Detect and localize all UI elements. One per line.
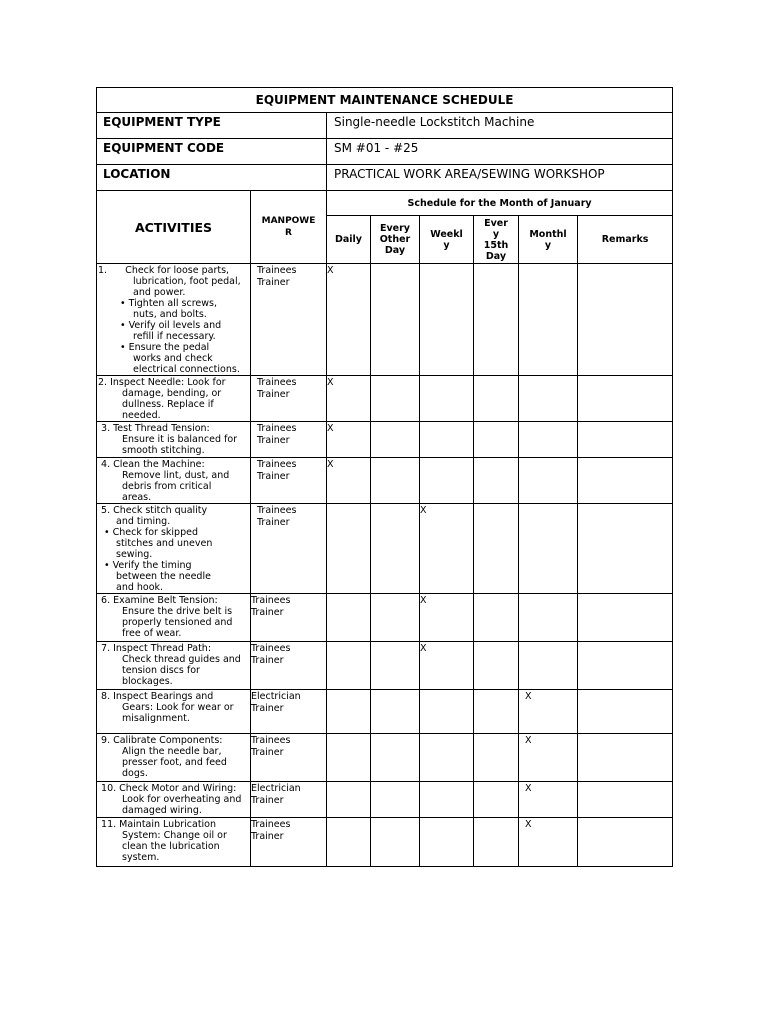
schedule-cell xyxy=(420,422,474,458)
schedule-cell xyxy=(371,376,420,422)
schedule-cell xyxy=(420,782,474,818)
manpower-entry: Trainer xyxy=(251,654,284,666)
manpower-entry: Trainees xyxy=(251,735,291,746)
activity-line: electrical connections. xyxy=(133,364,240,375)
schedule-cell xyxy=(474,642,519,690)
table-row xyxy=(97,782,673,818)
manpower-cell xyxy=(251,642,327,690)
schedule-cell xyxy=(420,642,474,690)
weekly-header xyxy=(420,216,474,264)
header-line: Day xyxy=(384,245,406,256)
manpower-entry: Trainer xyxy=(251,794,284,806)
manpower-entry: Trainees xyxy=(251,643,291,654)
header-line: 15th xyxy=(483,239,509,251)
maintenance-schedule-table xyxy=(96,87,673,867)
header-line: y xyxy=(443,239,450,251)
schedule-cell xyxy=(371,782,420,818)
activity-cell xyxy=(97,376,251,422)
activity-line: 7. Inspect Thread Path: xyxy=(98,643,212,654)
schedule-cell xyxy=(578,782,673,818)
schedule-cell xyxy=(474,458,519,504)
manpower-entry: Trainees xyxy=(257,423,297,434)
header-line: Weekl xyxy=(430,228,463,240)
table-row xyxy=(97,376,673,422)
activity-line: System: Change oil or xyxy=(122,830,227,841)
activity-line: 8. Inspect Bearings and xyxy=(98,691,214,702)
activity-line: needed. xyxy=(122,410,161,421)
manpower-entry: Trainees xyxy=(251,595,291,606)
schedule-cell xyxy=(371,734,420,782)
activity-line: Align the needle bar, xyxy=(122,746,222,757)
schedule-cell xyxy=(420,458,474,504)
activity-line: • Check for skipped xyxy=(104,527,198,538)
activity-line: presser foot, and feed xyxy=(122,757,227,768)
activity-line: Look for overheating and xyxy=(122,794,242,805)
schedule-cell xyxy=(371,422,420,458)
header-line: R xyxy=(285,228,292,238)
schedule-cell xyxy=(371,594,420,642)
document-title: EQUIPMENT MAINTENANCE SCHEDULE xyxy=(97,88,673,113)
schedule-cell xyxy=(578,734,673,782)
manpower-cell xyxy=(251,690,327,734)
activity-line: Check thread guides and xyxy=(122,654,241,665)
remarks-header xyxy=(578,216,673,264)
activity-line: stitches and uneven xyxy=(116,538,213,549)
schedule-cell xyxy=(327,734,371,782)
activity-cell xyxy=(97,422,251,458)
equipment-type-label: EQUIPMENT TYPE xyxy=(97,113,327,139)
schedule-cell xyxy=(578,642,673,690)
activity-line: Gears: Look for wear or xyxy=(122,702,234,713)
activity-line: • Tighten all screws, xyxy=(120,298,218,309)
equipment-type-value: Single-needle Lockstitch Machine xyxy=(327,113,673,139)
header-line: y xyxy=(544,239,552,251)
schedule-cell xyxy=(519,818,578,867)
schedule-cell xyxy=(371,504,420,594)
schedule-mark: X xyxy=(420,595,427,606)
schedule-cell xyxy=(327,690,371,734)
schedule-cell xyxy=(474,690,519,734)
schedule-cell xyxy=(519,734,578,782)
schedule-cell xyxy=(519,642,578,690)
schedule-cell xyxy=(371,642,420,690)
schedule-mark: X xyxy=(525,819,532,830)
schedule-cell xyxy=(578,504,673,594)
schedule-mark: X xyxy=(327,377,334,388)
activity-line: 1. Check for loose parts, xyxy=(98,265,230,276)
schedule-cell xyxy=(474,376,519,422)
manpower-cell xyxy=(251,458,327,504)
table-row xyxy=(97,642,673,690)
schedule-cell xyxy=(420,690,474,734)
equipment-code-value: SM #01 - #25 xyxy=(327,139,673,165)
schedule-cell xyxy=(519,504,578,594)
manpower-entry: Trainees xyxy=(257,265,297,276)
activity-line: refill if necessary. xyxy=(133,331,216,342)
schedule-cell xyxy=(420,504,474,594)
activity-line: free of wear. xyxy=(122,628,182,639)
schedule-cell xyxy=(578,376,673,422)
schedule-mark: X xyxy=(525,783,532,794)
activity-line: between the needle xyxy=(116,571,211,582)
activity-line: 3. Test Thread Tension: xyxy=(98,423,210,434)
activity-cell xyxy=(97,504,251,594)
schedule-cell xyxy=(371,264,420,376)
manpower-entry: Trainer xyxy=(251,702,284,714)
manpower-entry: Trainer xyxy=(257,516,290,528)
activity-line: 6. Examine Belt Tension: xyxy=(98,595,218,606)
schedule-cell xyxy=(327,264,371,376)
manpower-entry: Trainees xyxy=(257,377,297,388)
schedule-cell xyxy=(578,594,673,642)
activity-cell xyxy=(97,642,251,690)
header-line: Remarks xyxy=(601,234,649,245)
manpower-cell xyxy=(251,264,327,376)
activity-cell xyxy=(97,782,251,818)
activity-cell xyxy=(97,734,251,782)
activity-line: works and check xyxy=(133,353,213,364)
schedule-cell xyxy=(420,734,474,782)
schedule-cell xyxy=(327,422,371,458)
manpower-cell xyxy=(251,422,327,458)
schedule-cell xyxy=(474,734,519,782)
schedule-mark: X xyxy=(420,643,427,654)
activity-rows xyxy=(97,264,673,867)
schedule-mark: X xyxy=(525,691,532,702)
schedule-mark: X xyxy=(327,423,334,434)
manpower-entry: Trainer xyxy=(251,830,284,842)
manpower-cell xyxy=(251,504,327,594)
schedule-cell xyxy=(371,458,420,504)
activity-line: dullness. Replace if xyxy=(122,399,214,410)
activity-line: Remove lint, dust, and xyxy=(122,470,230,481)
activity-cell xyxy=(97,690,251,734)
activity-line: tension discs for xyxy=(122,665,200,676)
activity-line: properly tensioned and xyxy=(122,617,233,628)
manpower-entry: Electrician xyxy=(251,783,301,794)
activity-line: areas. xyxy=(122,492,152,503)
schedule-cell xyxy=(578,690,673,734)
manpower-entry: Trainer xyxy=(251,606,284,618)
schedule-cell xyxy=(519,458,578,504)
schedule-cell xyxy=(420,264,474,376)
activity-line: • Verify oil levels and xyxy=(120,320,222,331)
schedule-cell xyxy=(420,594,474,642)
every-other-day-header xyxy=(371,216,420,264)
activity-line: damaged wiring. xyxy=(122,805,202,816)
activity-cell xyxy=(97,818,251,867)
activity-line: clean the lubrication xyxy=(122,841,220,852)
table-row xyxy=(97,818,673,867)
manpower-entry: Trainees xyxy=(257,459,297,470)
activity-line: and timing. xyxy=(116,516,171,527)
activity-cell xyxy=(97,264,251,376)
header-line: Monthl xyxy=(529,228,567,240)
schedule-cell xyxy=(371,690,420,734)
header-line: Every xyxy=(379,223,410,234)
schedule-cell xyxy=(578,458,673,504)
manpower-cell xyxy=(251,734,327,782)
activity-line: 4. Clean the Machine: xyxy=(98,459,205,470)
daily-header xyxy=(327,216,371,264)
activity-line: and power. xyxy=(133,287,186,298)
header-line: Day xyxy=(485,250,507,262)
manpower-entry: Trainer xyxy=(257,470,290,482)
schedule-cell xyxy=(519,376,578,422)
schedule-cell xyxy=(474,422,519,458)
manpower-header xyxy=(251,191,327,264)
manpower-entry: Trainees xyxy=(257,505,297,516)
header-line: Ever xyxy=(484,217,508,229)
activity-line: 11. Maintain Lubrication xyxy=(98,819,217,830)
monthly-header xyxy=(519,216,578,264)
schedule-mark: X xyxy=(525,735,532,746)
activity-line: 2. Inspect Needle: Look for xyxy=(98,377,226,388)
table-row xyxy=(97,504,673,594)
every-15th-day-header xyxy=(474,216,519,264)
manpower-entry: Trainer xyxy=(257,388,290,400)
header-line: MANPOWE xyxy=(261,216,316,226)
schedule-cell xyxy=(327,818,371,867)
manpower-entry: Trainer xyxy=(251,746,284,758)
schedule-cell xyxy=(519,782,578,818)
schedule-cell xyxy=(327,782,371,818)
schedule-cell xyxy=(327,642,371,690)
table-row xyxy=(97,264,673,376)
activity-line: 5. Check stitch quality xyxy=(98,505,208,516)
schedule-cell xyxy=(519,264,578,376)
schedule-cell xyxy=(327,594,371,642)
schedule-cell xyxy=(420,376,474,422)
manpower-cell xyxy=(251,782,327,818)
schedule-cell xyxy=(474,504,519,594)
schedule-mark: X xyxy=(327,265,334,276)
schedule-cell xyxy=(474,594,519,642)
schedule-cell xyxy=(420,818,474,867)
schedule-cell xyxy=(578,422,673,458)
activity-line: 9. Calibrate Components: xyxy=(98,735,223,746)
activity-line: Ensure the drive belt is xyxy=(122,606,233,617)
activity-line: damage, bending, or xyxy=(122,388,222,399)
manpower-entry: Trainer xyxy=(257,434,290,446)
table-row xyxy=(97,690,673,734)
activities-header: ACTIVITIES xyxy=(97,191,251,264)
activity-line: sewing. xyxy=(116,549,153,560)
table-row xyxy=(97,458,673,504)
schedule-mark: X xyxy=(327,459,334,470)
schedule-cell xyxy=(327,376,371,422)
activity-line: lubrication, foot pedal, xyxy=(133,276,241,287)
schedule-cell xyxy=(578,818,673,867)
activity-line: misalignment. xyxy=(122,713,190,724)
schedule-cell xyxy=(327,458,371,504)
equipment-code-label: EQUIPMENT CODE xyxy=(97,139,327,165)
table-row xyxy=(97,734,673,782)
activity-line: 10. Check Motor and Wiring: xyxy=(98,783,237,794)
activity-line: dogs. xyxy=(122,768,148,779)
schedule-cell xyxy=(519,594,578,642)
activity-line: • Ensure the pedal xyxy=(120,342,210,353)
manpower-cell xyxy=(251,376,327,422)
activity-line: blockages. xyxy=(122,676,173,687)
schedule-cell xyxy=(371,818,420,867)
schedule-cell xyxy=(474,264,519,376)
header-line: y xyxy=(492,228,500,240)
header-line: Other xyxy=(379,234,411,245)
schedule-header: Schedule for the Month of January xyxy=(327,191,673,216)
activity-line: system. xyxy=(122,852,160,863)
manpower-entry: Trainer xyxy=(257,276,290,288)
location-label: LOCATION xyxy=(97,165,327,191)
activity-line: nuts, and bolts. xyxy=(133,309,207,320)
manpower-cell xyxy=(251,594,327,642)
schedule-cell xyxy=(474,782,519,818)
manpower-cell xyxy=(251,818,327,867)
manpower-entry: Trainees xyxy=(251,819,291,830)
header-line: Daily xyxy=(334,234,362,245)
activity-cell xyxy=(97,594,251,642)
manpower-entry: Electrician xyxy=(251,691,301,702)
schedule-cell xyxy=(519,690,578,734)
activity-line: and hook. xyxy=(116,582,164,593)
schedule-cell xyxy=(474,818,519,867)
activity-line: smooth stitching. xyxy=(122,445,205,456)
table-row xyxy=(97,594,673,642)
activity-line: Ensure it is balanced for xyxy=(122,434,238,445)
table-row xyxy=(97,422,673,458)
location-value: PRACTICAL WORK AREA/SEWING WORKSHOP xyxy=(327,165,673,191)
schedule-cell xyxy=(578,264,673,376)
activity-line: • Verify the timing xyxy=(104,560,192,571)
activity-cell xyxy=(97,458,251,504)
activity-line: debris from critical xyxy=(122,481,212,492)
schedule-cell xyxy=(327,504,371,594)
schedule-cell xyxy=(519,422,578,458)
schedule-mark: X xyxy=(420,505,427,516)
